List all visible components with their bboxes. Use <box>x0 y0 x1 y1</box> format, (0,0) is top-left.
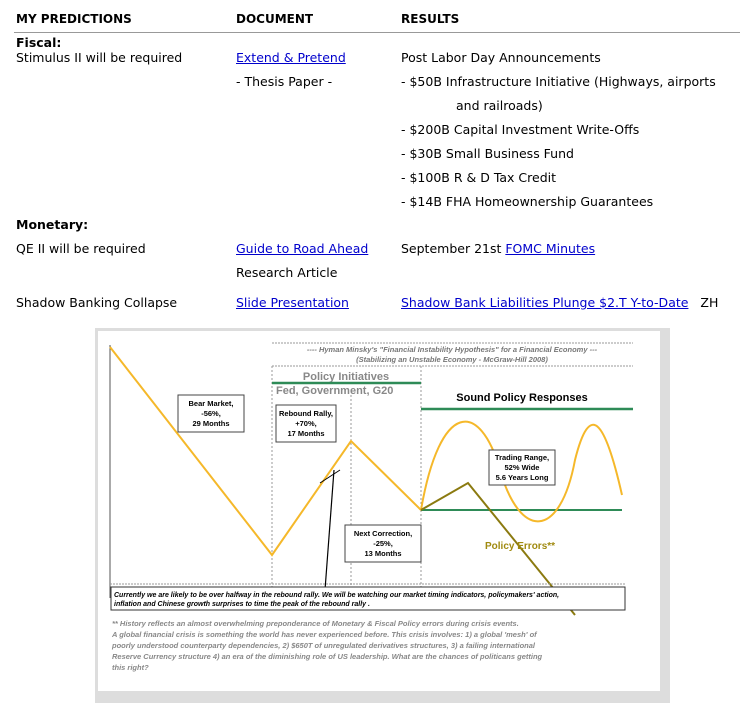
result-source: ZH <box>700 295 719 310</box>
result-shadow-bank <box>401 295 718 310</box>
footnote-line: Reserve Currency structure 4) an era of the diminishing role of US leadership. What are the chances of politicans getting <box>112 652 543 661</box>
bear-pct: -56%, <box>201 409 221 418</box>
prediction-stimulus: Stimulus II will be required <box>16 50 183 65</box>
header-divider <box>14 32 740 33</box>
link-extend-pretend[interactable]: Extend & Pretend <box>236 50 346 65</box>
result-line: - $50B Infrastructure Initiative (Highways, airports <box>401 74 716 89</box>
bear-months: 29 Months <box>192 419 230 428</box>
link-fomc-minutes[interactable]: FOMC Minutes <box>505 241 596 256</box>
result-prefix: September 21st <box>401 241 506 256</box>
doc-note-research: Research Article <box>236 265 338 280</box>
figure-subtitle: (Stabilizing an Unstable Economy - McGraw-Hill 2008) <box>356 355 548 364</box>
minsky-figure <box>95 328 670 703</box>
link-slide-presentation[interactable]: Slide Presentation <box>236 295 349 310</box>
rebound-months: 17 Months <box>287 429 325 438</box>
policy-sub-label: Fed, Government, G20 <box>276 385 394 397</box>
note-line: inflation and Chinese growth surprises to time the peak of the rebound rally . <box>114 601 370 608</box>
section-monetary: Monetary: <box>16 217 89 232</box>
header-results: RESULTS <box>401 12 460 26</box>
section-fiscal: Fiscal: <box>16 35 62 50</box>
correction-pct: -25%, <box>373 539 393 548</box>
trading-width: 52% Wide <box>504 463 540 472</box>
figure-title: ---- Hyman Minsky's "Financial Instability Hypothesis" for a Financial Economy --- <box>306 345 598 354</box>
header-document: DOCUMENT <box>236 12 314 26</box>
footnote-line: poorly understood counterparty dependencies, 2) $650T of unregulated derivatives structures, 3) a failing international <box>112 641 536 650</box>
policy-errors-label: Policy Errors** <box>485 541 556 552</box>
result-line: Post Labor Day Announcements <box>401 50 601 65</box>
result-fomc <box>401 241 595 256</box>
result-line: and railroads) <box>456 98 543 113</box>
trading-label: Trading Range, <box>494 453 550 462</box>
result-line: - $14B FHA Homeownership Guarantees <box>401 194 654 209</box>
result-line: - $100B R & D Tax Credit <box>401 170 557 185</box>
policy-initiatives-label: Policy Initiatives <box>302 371 390 383</box>
sound-policy-label: Sound Policy Responses <box>456 392 588 404</box>
prediction-shadow-banking: Shadow Banking Collapse <box>16 295 178 310</box>
rebound-label: Rebound Rally, <box>278 409 334 418</box>
result-line: - $200B Capital Investment Write-Offs <box>401 122 640 137</box>
correction-months: 13 Months <box>364 549 402 558</box>
result-line: - $30B Small Business Fund <box>401 146 574 161</box>
trading-years: 5.6 Years Long <box>495 473 549 482</box>
link-shadow-bank-liabilities[interactable]: Shadow Bank Liabilities Plunge $2.T Y-to-Date <box>401 295 689 310</box>
footnote-line: ** History reflects an almost overwhelming preponderance of Monetary & Fiscal Policy errors during crisis events. <box>112 619 519 628</box>
note-line: Currently we are likely to be over halfway in the rebound rally. We will be watching our market timing indicators, policymakers' action, <box>114 592 560 599</box>
link-guide-road-ahead[interactable]: Guide to Road Ahead <box>236 241 369 256</box>
bear-label: Bear Market, <box>188 399 234 408</box>
rebound-pct: +70%, <box>295 419 317 428</box>
prediction-qe2: QE II will be required <box>16 241 146 256</box>
footnote-line: A global financial crisis is something the world has never experienced before. This crisis involves: 1) a global 'mesh' of <box>112 630 537 639</box>
correction-label: Next Correction, <box>353 529 413 538</box>
footnote-line: this right? <box>112 663 149 672</box>
doc-note-thesis: - Thesis Paper - <box>236 74 333 89</box>
header-predictions: MY PREDICTIONS <box>16 12 132 26</box>
